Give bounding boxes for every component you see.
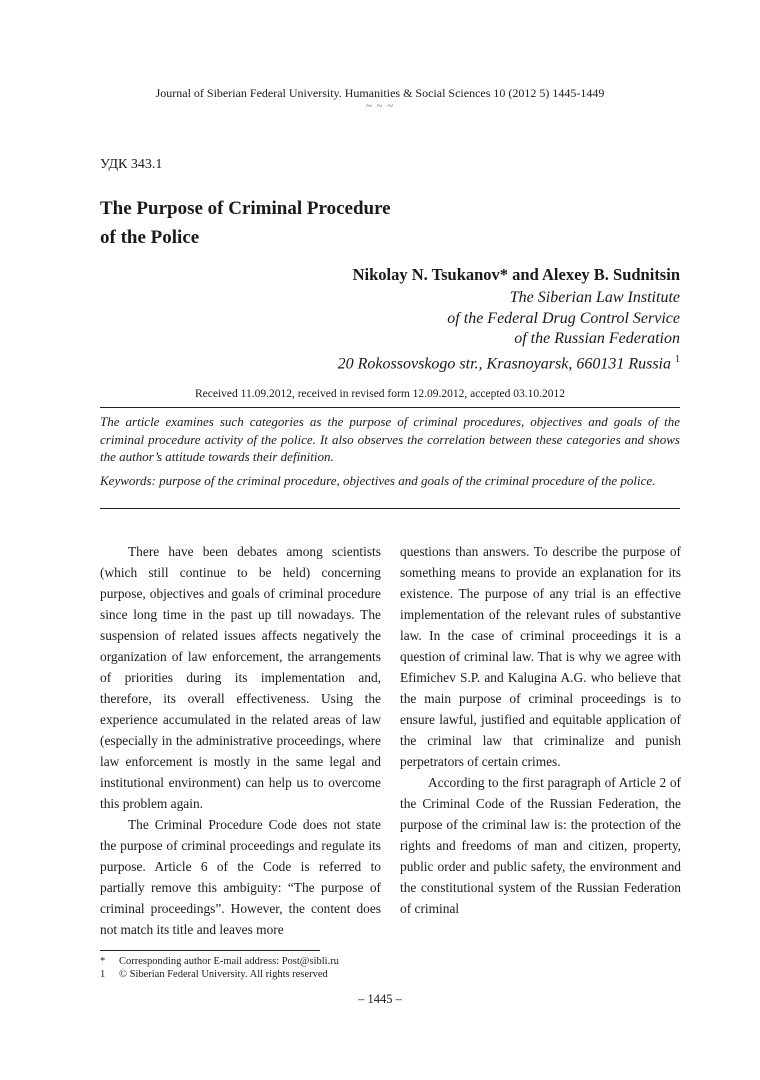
keywords: Keywords: purpose of the criminal procedure, objectives and goals of the criminal procedure of the police. — [100, 473, 656, 488]
affiliation-address: 20 Rokossovskogo str., Krasnoyarsk, 660131 Russia — [337, 354, 671, 372]
article-title — [100, 194, 391, 252]
paragraph: According to the first paragraph of Article 2 of the Criminal Code of the Russian Federation, the purpose of the criminal law is: the protection of the rights and freedoms of man and citizen, property, public order and public safety, the environment and the constitutional system of the Russian Federation of criminal — [400, 775, 681, 916]
header-separator: ~ ~ ~ — [365, 100, 395, 112]
body-column-left — [100, 541, 381, 940]
affiliation — [338, 288, 680, 374]
abstract-top-rule — [100, 407, 680, 408]
footnote — [100, 968, 328, 981]
abstract-bottom-rule — [100, 508, 680, 509]
footnote-text: Corresponding author E-mail address: Post@sibli.ru — [119, 956, 339, 967]
journal-header: Journal of Siberian Federal University. Humanities & Social Sciences 10 (2012 5) 1445-1449 — [155, 86, 605, 100]
affiliation-line-1: The Siberian Law Institute — [509, 289, 680, 306]
page-number: – 1445 – — [358, 992, 402, 1006]
authors: Nikolay N. Tsukanov* and Alexey B. Sudnitsin — [352, 265, 680, 284]
footnote — [100, 955, 339, 968]
paragraph: The Criminal Procedure Code does not state the purpose of criminal proceedings and regulate its purpose. Article 6 of the Code is referred to partially remove this ambiguity: “The purpose of criminal proceedings”. However, the content does not match its title and leaves more — [100, 817, 381, 937]
paragraph: questions than answers. To describe the purpose of something means to provide an explanation for its existence. The purpose of any trial is an effective implementation of the relevant rules of substantive law. In the case of criminal proceedings it is a question of criminal law. That is why we agree with Efimichev S.P. and Kalugina A.G. who believe that the main purpose of criminal proceedings is to ensure lawful, justified and equitable application of the criminal law that criminalize and punish perpetrators of certain crimes. — [400, 544, 681, 769]
received-dates: Received 11.09.2012, received in revised form 12.09.2012, accepted 03.10.2012 — [194, 388, 566, 400]
footnote-mark: * — [100, 956, 106, 967]
abstract: The article examines such categories as the purpose of criminal procedures, objectives and goals of the criminal procedure activity of the police. It also observes the correlation between these categories and shows the author’s attitude towards their definition. — [100, 414, 680, 464]
title-line-2: of the Police — [100, 227, 200, 248]
affiliation-line-4 — [338, 350, 680, 375]
footnote-text: © Siberian Federal University. All rights reserved — [119, 969, 328, 980]
affiliation-line-3: of the Russian Federation — [514, 330, 680, 347]
paragraph: There have been debates among scientists (which still continue to be held) concerning purpose, objectives and goals of criminal procedure since long time in the past up till nowadays. The suspension of related issues affects negatively the organization of law enforcement, the arrangements of priorities during its implementation and, therefore, its overall effectiveness. Using the experience accumulated in the related areas of law (especially in the administrative proceedings, where law enforcement is mostly in the same legal and institutional environment) can help us to overcome this problem again. — [100, 544, 381, 811]
footnote-ref: 1 — [675, 353, 680, 365]
footnote-rule — [100, 950, 320, 951]
body-column-right — [400, 541, 681, 919]
udk-code: УДК 343.1 — [100, 157, 163, 172]
footnote-mark: 1 — [100, 969, 106, 980]
affiliation-line-2: of the Federal Drug Control Service — [447, 309, 680, 327]
title-line-1: The Purpose of Criminal Procedure — [100, 198, 391, 219]
